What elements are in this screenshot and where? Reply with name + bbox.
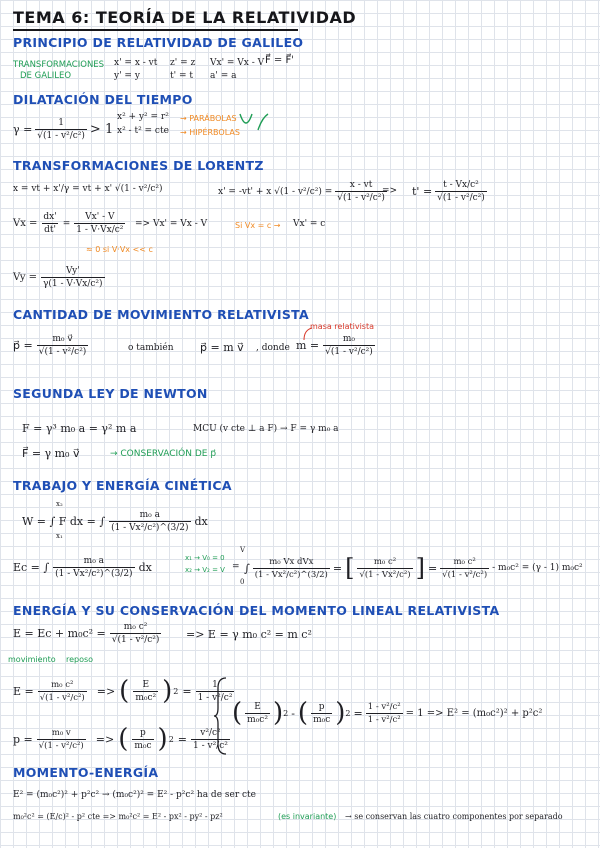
ec-f4-num: m₀ c² (453, 556, 476, 567)
vx-f1-num: dx' (43, 212, 57, 222)
kinetic-energy-formula (13, 556, 152, 579)
vx-light-result: Vx' = c (293, 219, 326, 229)
ec-f3-den: √(1 - Vx²/c²) (359, 569, 411, 580)
condition-1: x₁ → V₀ = 0 (185, 554, 225, 562)
energy-expr: E = Ec + m₀c² = (13, 627, 106, 640)
p2-rhs-num: v²/c² (200, 727, 221, 738)
tprime-lhs: t' = (412, 185, 433, 198)
gamma-formula (13, 118, 113, 141)
velocity-y-formula (13, 266, 105, 289)
brace-r-den: m₀c (313, 714, 331, 725)
invariant-note: (es invariante) (278, 812, 337, 821)
xprime-num: x - vt (349, 180, 373, 190)
heading-momento-energia: MOMENTO-ENERGÍA (13, 765, 159, 780)
hiperbolas-note: → HIPÉRBOLAS (180, 128, 240, 137)
p-den: √(1 - v²/c²) (38, 347, 87, 357)
heading-lorentz: TRANSFORMACIONES DE LORENTZ (13, 158, 264, 173)
brace-r-square: 2 (345, 708, 351, 718)
o-tambien: o también (128, 343, 174, 353)
p2-fraction (37, 728, 86, 751)
work-expr: W = ∫ F dx = ∫ (22, 515, 106, 528)
brace-res-num: 1 - v²/c² (367, 701, 401, 712)
ec-tail: - m₀c² = (γ - 1) m₀c² (492, 563, 583, 573)
energy-formula (13, 622, 161, 645)
m-num: m₀ (342, 334, 356, 344)
momento-energia-tail: → se conservan las cuatro componentes por separado (345, 812, 563, 821)
vx-approx-note: ≈ 0 si V·Vx << c (86, 245, 153, 254)
brace-result-fraction (366, 702, 403, 725)
equals-sign: = (232, 562, 240, 572)
gamma-num: 1 (58, 118, 64, 128)
vx-result: => Vx' = Vx - V (135, 219, 208, 229)
donde: , donde (256, 343, 290, 353)
lorentz-xprime (218, 180, 387, 203)
gamma-den: √(1 - v²/c²) (37, 131, 85, 141)
vx-fraction-1 (41, 212, 58, 235)
energy-den: √(1 - v²/c²) (111, 635, 160, 645)
limit-bottom: x₁ (56, 532, 63, 540)
ec-fraction-2 (253, 557, 330, 580)
lorentz-x: x = vt + x'/γ = vt + x' √(1 - v²/c²) (13, 184, 163, 194)
vy-num: Vy' (65, 266, 80, 276)
vy-fraction (41, 266, 105, 289)
e2-paren-fraction (133, 680, 158, 703)
masa-relativista-label: masa relativista (310, 322, 374, 331)
e2-square: 2 (173, 686, 179, 696)
energy-num: m₀ c² (123, 622, 148, 632)
newton-eq-1: F = γ³ m₀ a = γ² m a (22, 422, 137, 435)
heading-trabajo: TRABAJO Y ENERGÍA CINÉTICA (13, 478, 232, 493)
xprime-expr: x' = -vt' + x √(1 - v²/c²) = (218, 186, 333, 197)
energy-momentum-relation: = 1 => E² = (m₀c²)² + p²c² (405, 707, 543, 719)
p2-paren-num: p (140, 727, 146, 738)
p2-paren-den: m₀c (134, 740, 152, 751)
ec-f2-den: (1 - Vx²/c²)^(3/2) (254, 569, 328, 580)
relativistic-mass-formula (296, 334, 375, 357)
work-den: (1 - Vx²/c²)^(3/2) (111, 523, 189, 533)
e2-rhs-num: 1 (212, 679, 218, 690)
ec-fraction-4 (440, 557, 489, 580)
parabola-hyperbola-sketch (236, 110, 272, 134)
momento-energia-line-2: m₀²c² = (E/c)² - p² cte => m₀²c² = E² - px² - py² - pz² (13, 812, 223, 821)
e2-fraction (38, 680, 87, 703)
tprime-num: t - Vx/c² (443, 180, 479, 190)
galileo-eq: y' = y (114, 71, 140, 81)
energy-fraction (110, 622, 162, 645)
tprime-den: √(1 - v²/c²) (437, 193, 485, 203)
galileo-eq: x' = x - vt (114, 58, 158, 68)
galileo-label-2: DE GALILEO (20, 71, 72, 81)
e2-lhs: E = (13, 684, 34, 698)
gamma-rhs: > 1 (89, 122, 114, 137)
vx-light-note: Si Vx = c → (235, 221, 281, 230)
integral-upper-v: V (240, 546, 246, 554)
ec-f2-num: m₀ Vx dVx (269, 556, 314, 567)
ec-num: m₀ a (83, 556, 105, 566)
ec-fraction-1 (53, 556, 134, 579)
tprime-fraction (435, 180, 487, 203)
curly-brace (212, 676, 230, 756)
heading-galileo: PRINCIPIO DE RELATIVIDAD DE GALILEO (13, 35, 304, 50)
circle-eq: x² + y² = r² (117, 112, 169, 122)
gamma-lhs: γ = (13, 123, 33, 136)
velocity-x-formula: Vx = $\frac{dx'}{dt'}$ = $\frac{Vx' - V}{\text{1 - V·Vx/c²}}$ (13, 212, 124, 235)
heading-momento: CANTIDAD DE MOVIMIENTO RELATIVISTA (13, 307, 309, 322)
brace-l-num: E (254, 701, 261, 712)
p2-square: 2 (168, 734, 174, 744)
xprime-fraction (335, 180, 387, 203)
brace-left-fraction (245, 702, 270, 725)
galileo-eq: t' = t (170, 71, 193, 81)
e2-rhs-den: 1 - v²/c² (197, 692, 233, 703)
p2-num: m₀ v (51, 727, 71, 738)
p2-den: √(1 - v²/c²) (38, 740, 84, 751)
e2-den: √(1 - v²/c²) (39, 692, 85, 703)
heading-dilatacion: DILATACIÓN DEL TIEMPO (13, 92, 193, 107)
brace-r-num: p (318, 701, 325, 712)
vx-f2-num: Vx' - V (85, 212, 115, 222)
ec-den: (1 - Vx²/c²)^(3/2) (55, 569, 133, 579)
p-lhs: p⃗ = (13, 339, 33, 352)
movimiento-label: movimiento (8, 655, 56, 664)
parabolas-note: → PARÁBOLAS (180, 114, 237, 123)
galileo-eq: F⃗ = F⃗' (265, 55, 294, 66)
ec-integral-2: ∫ $\frac{\text{m₀ Vx dVx}}{\text{(1 - Vx²/c²)\textasciicircum{}(3/2)}}$ = [ $\frac{\text{m₀ c²}}{\text{√(1 - Vx²/c²)}}$ ] = $\frac{\text{m₀ c²}}{\text{√(1 - v²/c²)}}$ - m₀c² = (γ - 1) m₀c² (244, 554, 583, 582)
p-equals-mv: p⃗ = m v⃗ (200, 341, 244, 354)
ec-dx: dx (138, 561, 152, 574)
work-formula (22, 510, 208, 533)
minus: - (291, 706, 295, 720)
vy-den: γ(1 - V·Vx/c²) (43, 279, 103, 289)
condition-2: x₂ → V₂ = V (185, 566, 225, 574)
e2-arrow: => (96, 684, 116, 698)
galileo-label-1: TRANSFORMACIONES (13, 60, 105, 70)
limit-top: x₂ (56, 500, 63, 508)
vx-fraction-2 (74, 212, 125, 235)
m-fraction (323, 334, 375, 357)
reposo-label: reposo (66, 655, 94, 664)
ec-f3-num: m₀ c² (373, 556, 397, 567)
momento-energia-line-1: E² = (m₀c²)² + p²c² → (m₀c²)² = E² - p²c² ha de ser cte (13, 790, 256, 800)
brace-l-den: m₀c² (247, 714, 268, 725)
galileo-eq: a' = a (210, 71, 237, 81)
title-underline (13, 29, 298, 31)
heading-conservacion: ENERGÍA Y SU CONSERVACIÓN DEL MOMENTO LINEAL RELATIVISTA (13, 603, 500, 618)
galileo-eq: Vx' = Vx - V (210, 58, 265, 68)
newton-eq-2: F⃗ = γ m₀ v⃗ (22, 447, 80, 460)
vx-f1-den: dt' (44, 225, 56, 235)
page-title: TEMA 6: TEORÍA DE LA RELATIVIDAD (13, 8, 357, 27)
conservation-note: → CONSERVACIÓN DE p⃗ (110, 449, 217, 459)
momentum-formula (13, 334, 88, 357)
p2-rhs-den: 1 - v²/c² (193, 740, 228, 751)
gamma-fraction (35, 118, 87, 141)
hyperbola-eq: x² - t² = cte (117, 126, 169, 136)
vx-f2-den: 1 - V·Vx/c² (76, 225, 124, 235)
ec-f4-den: √(1 - v²/c²) (442, 569, 488, 580)
ec-fraction-3 (357, 557, 412, 580)
e2-paren-den: m₀c² (135, 692, 157, 703)
work-dx: dx (194, 515, 208, 528)
momentum-squared-row: p = $\frac{\text{m₀ v}}{\text{√(1 - v²/c²)}}$ => ( $\frac{p}{\text{m₀c}}$ ) 2 = $\frac{\text{v²/c²}}{\text{1 - v²/c²}}$ (13, 724, 228, 754)
xprime-den: √(1 - v²/c²) (337, 193, 385, 203)
m-den: √(1 - v²/c²) (325, 347, 373, 357)
p-fraction (37, 334, 89, 357)
energy-result: => E = γ m₀ c² = m c² (186, 628, 312, 641)
vx-lhs: Vx = (13, 218, 38, 229)
e2-num: m₀ c² (51, 679, 74, 690)
heading-newton: SEGUNDA LEY DE NEWTON (13, 386, 208, 401)
m-lhs: m = (296, 339, 320, 352)
p2-paren-fraction (132, 728, 153, 751)
p2-lhs: p = (13, 732, 33, 746)
invariant-derivation: ( $\frac{E}{\text{m₀c²}}$ ) 2 - ( $\frac{p}{\text{m₀c}}$ ) 2 = $\frac{\text{1 - v²/c²}}{\text{1 - v²/c²}}$ = 1 => E² = (m₀c²)² + p²c² (232, 698, 543, 728)
integral-lower-0: 0 (240, 578, 245, 586)
ec-lhs: Ec = ∫ (13, 561, 50, 574)
work-num: m₀ a (139, 510, 160, 520)
brace-l-square: 2 (283, 708, 289, 718)
newton-mcu-note: MCU (v cte ⊥ a F) → F = γ m₀ a (193, 424, 339, 434)
brace-res-den: 1 - v²/c² (367, 714, 401, 725)
implies-arrow: => (382, 186, 398, 196)
galileo-eq: z' = z (170, 58, 196, 68)
energy-squared-row: E = $\frac{\text{m₀ c²}}{\text{√(1 - v²/c²)}}$ => ( $\frac{E}{\text{m₀c²}}$ ) 2 = $\frac{1}{\text{1 - v²/c²}}$ (13, 676, 233, 706)
brace-right-fraction (311, 702, 332, 725)
p-num: m₀ v⃗ (52, 334, 73, 344)
vy-lhs: Vy = (13, 272, 38, 283)
e2-paren-num: E (142, 679, 150, 690)
lorentz-tprime (412, 180, 487, 203)
work-fraction (109, 510, 190, 533)
